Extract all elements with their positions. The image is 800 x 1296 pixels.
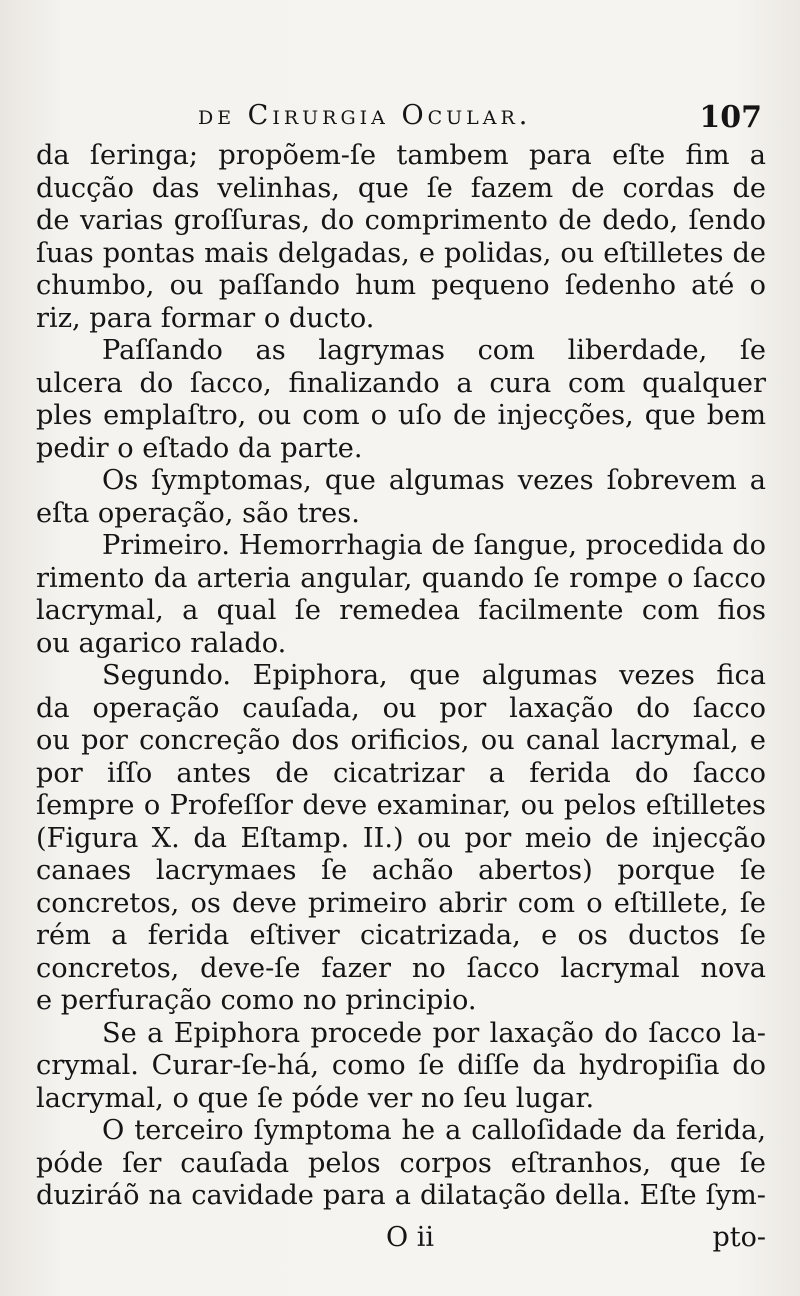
page-number: 107: [699, 100, 762, 135]
text-line: riz, para formar o ducto.: [36, 302, 375, 334]
text-line: ulcera do ſacco, finalizando a cura com qualquer: [36, 367, 766, 399]
text-line: ducção das velinhas, que ſe fazem de cordas de: [36, 172, 766, 204]
text-line: rém a ferida eſtiver cicatrizada, e os ductos ſe: [36, 920, 766, 951]
text-line: ples emplaſtro, ou com o uſo de injecções, que bem: [36, 400, 766, 431]
text-line: ou agarico ralado.: [36, 627, 287, 659]
page-header: [38, 96, 764, 146]
text-line: concretos, deve-ſe fazer no ſacco lacrymal nova: [36, 952, 766, 984]
catchword: pto-: [712, 1222, 766, 1253]
text-line: Paſſando as lagrymas com liberdade, ſe: [102, 335, 766, 366]
text-line: lacrymal, a qual ſe remedea facilmente com fios: [36, 595, 766, 626]
page-footer: [36, 1222, 766, 1262]
text-line: rimento da arteria angular, quando ſe rompe o ſacco: [36, 562, 766, 594]
text-line: concretos, os deve primeiro abrir com o eſtillete, ſe: [36, 887, 766, 919]
text-line: ou por concreção dos orificios, ou canal lacrymal, e: [36, 725, 766, 756]
text-line: chumbo, ou paſſando hum pequeno ſedenho até o: [36, 270, 766, 301]
body-text: [36, 140, 766, 1213]
text-line: de varias groſſuras, do comprimento de dedo, ſendo: [36, 205, 766, 236]
text-line: Os ſymptomas, que algumas vezes ſobrevem a: [102, 465, 766, 496]
text-line: (Figura X. da Eſtamp. II.) ou por meio de injecção: [36, 822, 766, 854]
text-line: lacrymal, o que ſe póde ver no ſeu lugar.: [36, 1082, 595, 1114]
text-line: canaes lacrymaes ſe achão abertos) porque ſe: [36, 855, 766, 886]
text-line: Segundo. Epiphora, que algumas vezes fica: [102, 660, 766, 691]
text-line: por iſſo antes de cicatrizar a ferida do ſacco: [36, 757, 766, 789]
text-line: póde ſer cauſada pelos corpos eſtranhos, que ſe: [36, 1147, 766, 1179]
text-line: Se a Epiphora procede por laxação do ſacco la-: [102, 1017, 766, 1049]
text-line: O terceiro ſymptoma he a calloſidade da ferida,: [102, 1115, 766, 1146]
text-line: da operação cauſada, ou por laxação do ſacco: [36, 692, 766, 724]
text-line: ſempre o Profeſſor deve examinar, ou pelos eſtilletes: [36, 790, 766, 821]
text-line: eſta operação, são tres.: [36, 497, 360, 529]
text-line: e perfuração como no principio.: [36, 985, 477, 1016]
text-line: crymal. Curar-ſe-há, como ſe diſſe da hydropiſia do: [36, 1050, 766, 1081]
text-line: pedir o eſtado da parte.: [36, 432, 363, 464]
text-line: ſuas pontas mais delgadas, e polidas, ou eſtilletes de: [36, 237, 766, 269]
signature-mark: O ii: [386, 1222, 434, 1253]
text-line: duziráõ na cavidade para a dilatação della. Eſte ſym-: [36, 1180, 766, 1211]
text-line: Primeiro. Hemorrhagia de ſangue, procedida do: [102, 530, 766, 561]
running-title: de Cirurgia Ocular.: [198, 100, 532, 131]
text-line: da ſeringa; propõem-ſe tambem para eſte fim a: [36, 140, 766, 171]
